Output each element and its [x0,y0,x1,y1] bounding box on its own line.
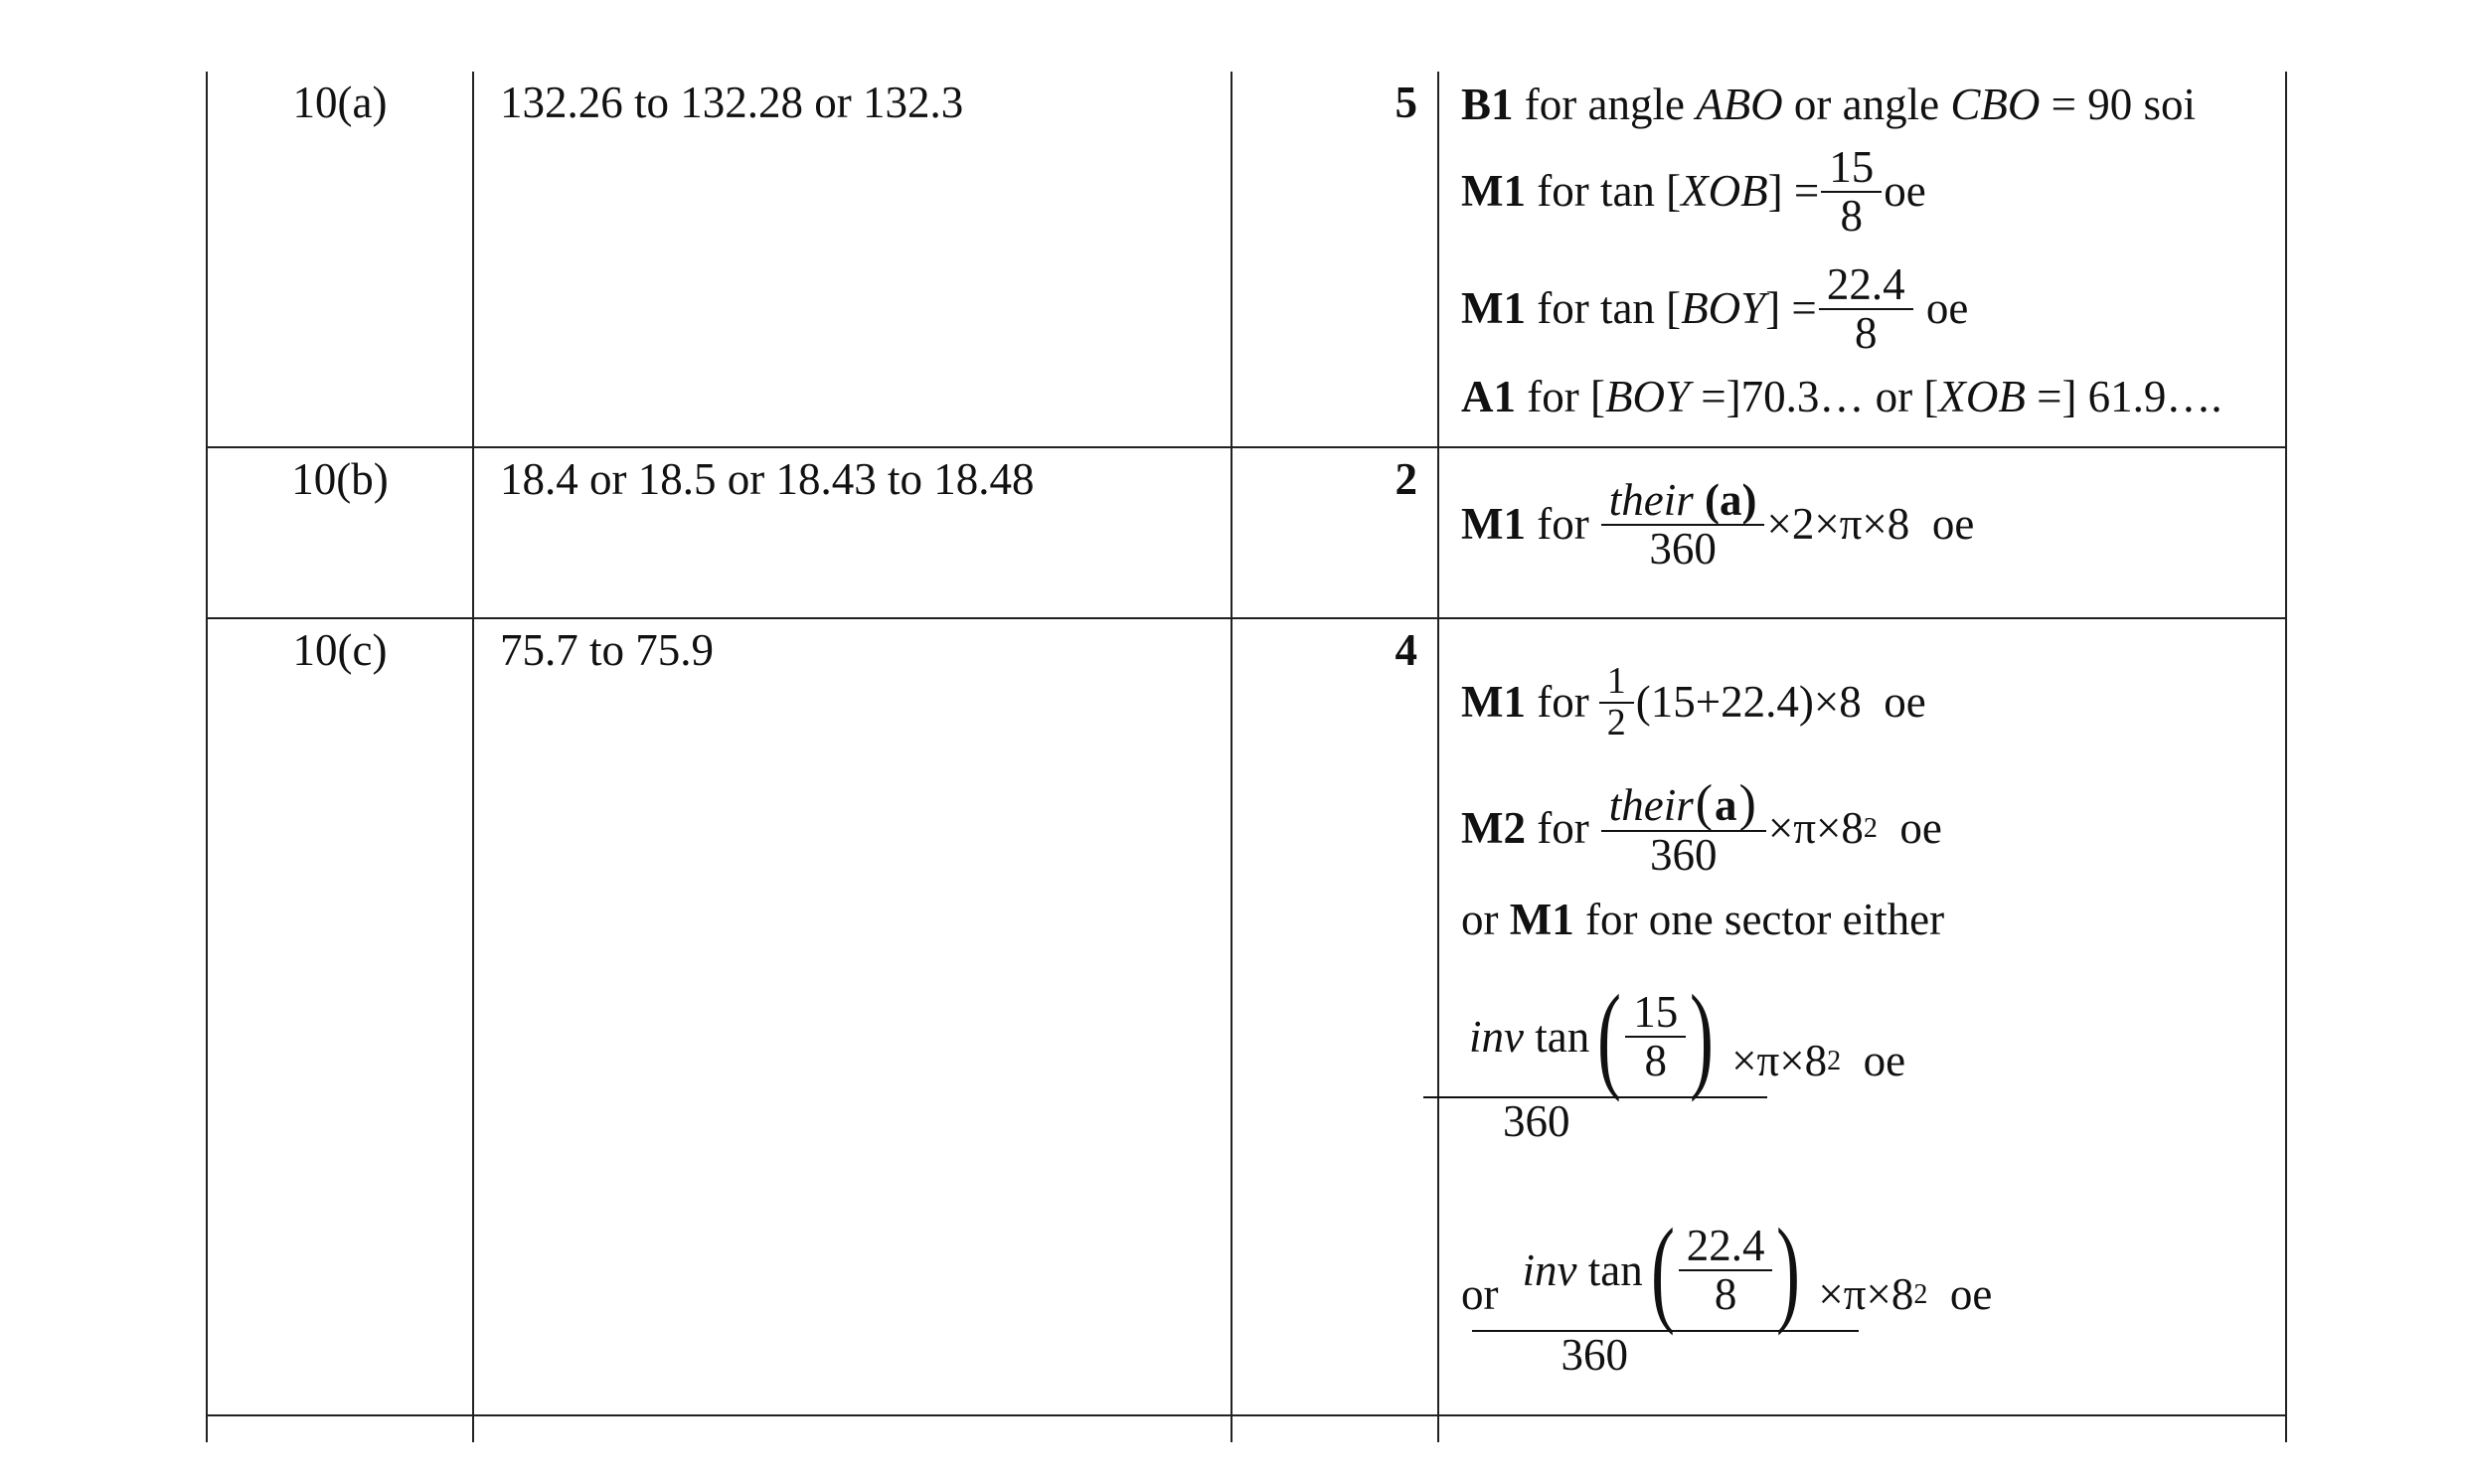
mark-scheme-table [206,72,2287,1442]
guidance-line: or inv tan ( $\frac{22.4}{8}$ ) 360 ×π×8 2 oe [1461,1204,1993,1381]
guidance-line: M1 for tan [ XOB ] = $\frac{15}{8}$ oe [1461,141,1926,241]
answer-cell: 132.26 to 132.28 or 132.3 [473,72,1232,447]
guidance-line: A1 for [ BOY =]70.3… or [ XOB =] 61.9…. [1461,372,2222,422]
fraction: inv tan ( $\frac{22.4}{8}$ ) 360 [1519,1211,1813,1379]
table-row [207,447,2286,618]
question-number: 10(b) [207,447,473,618]
guidance-cell [1438,72,2286,447]
guidance-line: inv tan ( $\frac{15}{8}$ ) 360 ×π×8 2 oe [1461,947,2275,1176]
marks-cell: 2 [1232,447,1438,618]
fraction: $\frac{15}{8}$ [1825,144,1878,241]
table-row-cutoff [207,1415,2286,1442]
guidance-line: M1 for tan [ BOY ] = $\frac{22.4}{8}$ oe [1461,258,1969,358]
fraction: $\frac{22.4}{8}$ [1823,261,1909,358]
answer-cell: 75.7 to 75.9 [473,618,1232,1415]
guidance-line: M2 for $\frac{\text{their(a)}}{360}$ ×π×8 2 oe [1461,775,1942,881]
guidance-cell [1438,618,2286,1415]
fraction: $\frac{\text{their(a)}}{360}$ [1605,778,1762,879]
question-number: 10(a) [207,72,473,447]
marks-cell: 4 [1232,618,1438,1415]
guidance-cell [1438,447,2286,618]
fraction: $\frac{1}{2}$ [1603,662,1630,743]
answer-cell: 18.4 or 18.5 or 18.43 to 18.48 [473,447,1232,618]
guidance-line: M1 for $\frac{1}{2}$ (15+22.4)×8 oe [1461,660,1926,743]
guidance-line: M1 for $\frac{\text{their (a)}}{360}$ ×2×π×8 oe [1461,474,1975,574]
fraction: $\frac{\text{their (a)}}{360}$ [1605,477,1761,574]
question-number: 10(c) [207,618,473,1415]
table-row [207,618,2286,1415]
table-row [207,72,2286,447]
guidance-line: B1 for angle ABO or angle CBO = 90 soi [1461,80,2197,130]
fraction: inv tan ( $\frac{15}{8}$ ) 360 [1465,977,1726,1145]
marks-cell: 5 [1232,72,1438,447]
guidance-line: or M1 for one sector either [1461,895,1945,945]
